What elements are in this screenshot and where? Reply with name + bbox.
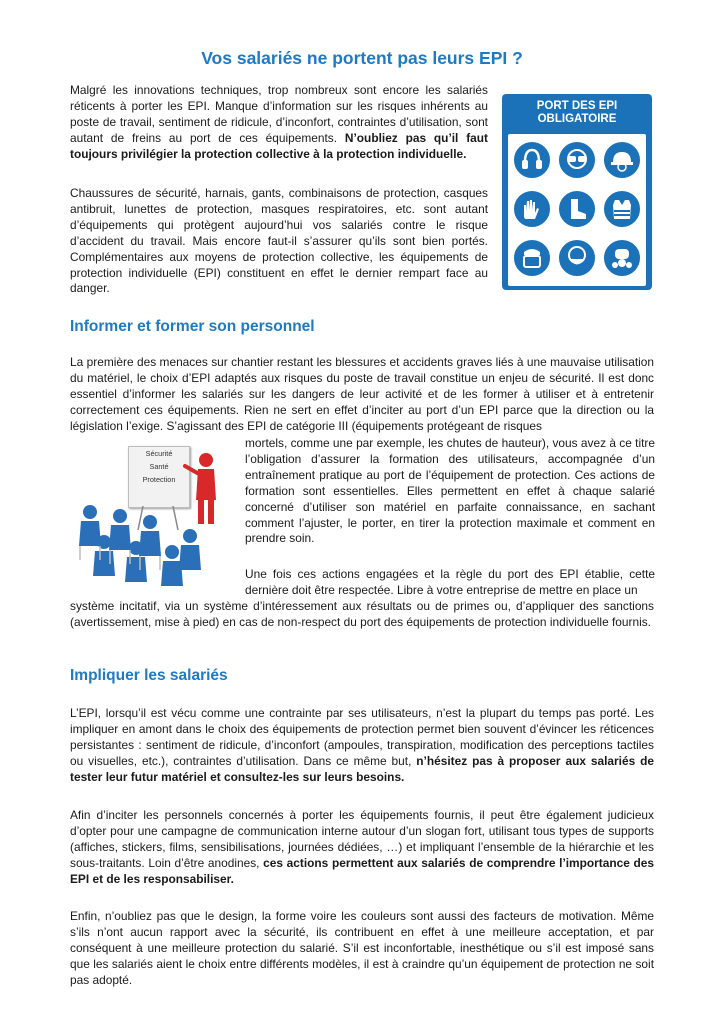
gloves-icon xyxy=(512,189,552,229)
section1-paragraph-2-full: système incitatif, via un système d’intéressement aux résultats ou de primes ou, d’appliquer des sanctions (avertissement, mise à pied) en cas de non-respect du port des équipements de protection individuelle fournis. xyxy=(70,599,654,629)
sign-header-line-2: OBLIGATOIRE xyxy=(537,113,617,125)
safety-glasses-icon xyxy=(557,140,597,180)
section1-paragraph-1: La première des menaces sur chantier restant les blessures et accidents graves liés à une mauvaise utilisation du matériel, le choix d’EPI adaptés aux risques du poste de travail constitue un enjeu de sécurité. Il est donc essentiel d’informer les salariés sur les dangers de leur activité et de les former à utiliser et à entretenir correctement ces équipements. Rien ne sert en effet d’inciter au port d’un EPI parce que la direction ou la législation l’exige. S’agissant des EPI de catégorie III (équipements protégeant de risques xyxy=(70,355,654,433)
board-line-1: Sécurité xyxy=(145,449,173,458)
dust-mask-icon xyxy=(557,238,597,278)
intro-paragraph-1-bold: N’oubliez pas qu’il faut toujours privilégier la protection collective à la protection individuelle. xyxy=(70,130,488,161)
safety-boots-icon xyxy=(557,189,597,229)
intro-paragraph-2: Chaussures de sécurité, harnais, gants, combinaisons de protection, casques antibruit, lunettes de protection, masques respiratoires, etc. sont autant d’équipements qui protègent aujourd’hui vos salariés contre le risque d’accident du travail. Mais encore faut-il s’assurer qu’ils sont bien portés. Complémentaires aux moyens de protection collective, les équipements de protection individuelle (EPI) constituent en effet le dernier rempart face au danger. xyxy=(70,186,488,296)
section-heading-impliquer: Impliquer les salariés xyxy=(70,667,228,684)
intro-paragraph-1 xyxy=(70,83,488,163)
ear-protection-icon xyxy=(512,140,552,180)
board-line-3: Protection xyxy=(142,475,176,484)
hard-hat-icon xyxy=(602,140,642,180)
board-line-2: Santé xyxy=(149,462,169,471)
ppe-mandatory-sign xyxy=(502,94,652,290)
respirator-icon xyxy=(602,238,642,278)
sign-header-line-1: PORT DES EPI xyxy=(536,100,618,112)
face-shield-icon xyxy=(512,238,552,278)
safety-vest-icon xyxy=(602,189,642,229)
sign-icon-grid xyxy=(508,134,646,286)
section2-paragraph-1 xyxy=(70,706,654,786)
section1-paragraph-1-continued: mortels, comme une par exemple, les chutes de hauteur), vous avez à ce titre l’obligation d’assurer la formation des utilisateurs, accompagnée d’un entraînement pratique au port de l’équipement de protection. Ces actions de formation sont essentielles. Elles permettent en effet à chaque salarié concerné d’utiliser son matériel en parfaite connaissance, en sachant comment l’ajuster, le porter, en tirer la protection maximale et comment en prendre soin. xyxy=(245,436,655,546)
sign-header xyxy=(510,100,644,130)
section2-paragraph-2 xyxy=(70,808,654,888)
section2-paragraph-2-bold: ces actions permettent aux salariés de comprendre l’importance des EPI et de les responsabiliser. xyxy=(70,855,654,886)
section2-paragraph-3: Enfin, n’oubliez pas que le design, la forme voire les couleurs sont aussi des facteurs de motivation. Même s’ils n’ont aucun rapport avec la sécurité, ils contribuent en effet à une meilleure acceptation, et par conséquent à une meilleure protection du salarié. S’il est inconfortable, inesthétique ou s’il est imposé sans que les salariés aient le choix entre différents modèles, il est à craindre qu’un équipement de protection ne soit pas adopté. xyxy=(70,909,654,987)
section1-paragraph-2-side: Une fois ces actions engagées et la règle du port des EPI établie, cette dernière doit être respectée. Libre à votre entreprise de mettre en place un xyxy=(245,567,655,597)
section2-paragraph-1-text: L’EPI, lorsqu’il est vécu comme une contrainte par ses utilisateurs, n’est la plupart du temps pas porté. Les impliquer en amont dans le choix des équipements de protection permet bien souvent d’évincer les réticences persistantes : sentiment de ridicule, d’inconfort (ampoules, transpiration, modification des perceptions tactiles ou visuelles, etc.), contraintes d’utilisation. Dans ce même but, xyxy=(70,706,654,768)
section2-paragraph-1-bold: n’hésitez pas à proposer aux salariés de tester leur futur matériel et consultez-les sur leurs besoins. xyxy=(70,753,654,784)
audience-figures xyxy=(68,442,238,590)
section-heading-informer: Informer et former son personnel xyxy=(70,318,315,335)
section2-paragraph-2-text: Afin d’inciter les personnels concernés à porter les équipements fournis, il peut être également judicieux d’opter pour une campagne de communication interne autour d’un slogan fort, utilisant tous types de supports (affiches, stickers, films, sensibilisations, journées dédiées, …) et impliquant l’ensemble de la hiérarchie et les sous-traitants. Loin d’être anodines, xyxy=(70,808,654,870)
intro-paragraph-1-text: Malgré les innovations techniques, trop nombreux sont encore les salariés réticents à porter les EPI. Manque d’information sur les risques inhérents au poste de travail, sentiment de ridicule, d’inconfort, contraintes d’utilisation, sont autant de freins au port de ces équipements. xyxy=(70,83,488,145)
training-illustration xyxy=(68,442,238,590)
page-title: Vos salariés ne portent pas leurs EPI ? xyxy=(201,48,523,68)
